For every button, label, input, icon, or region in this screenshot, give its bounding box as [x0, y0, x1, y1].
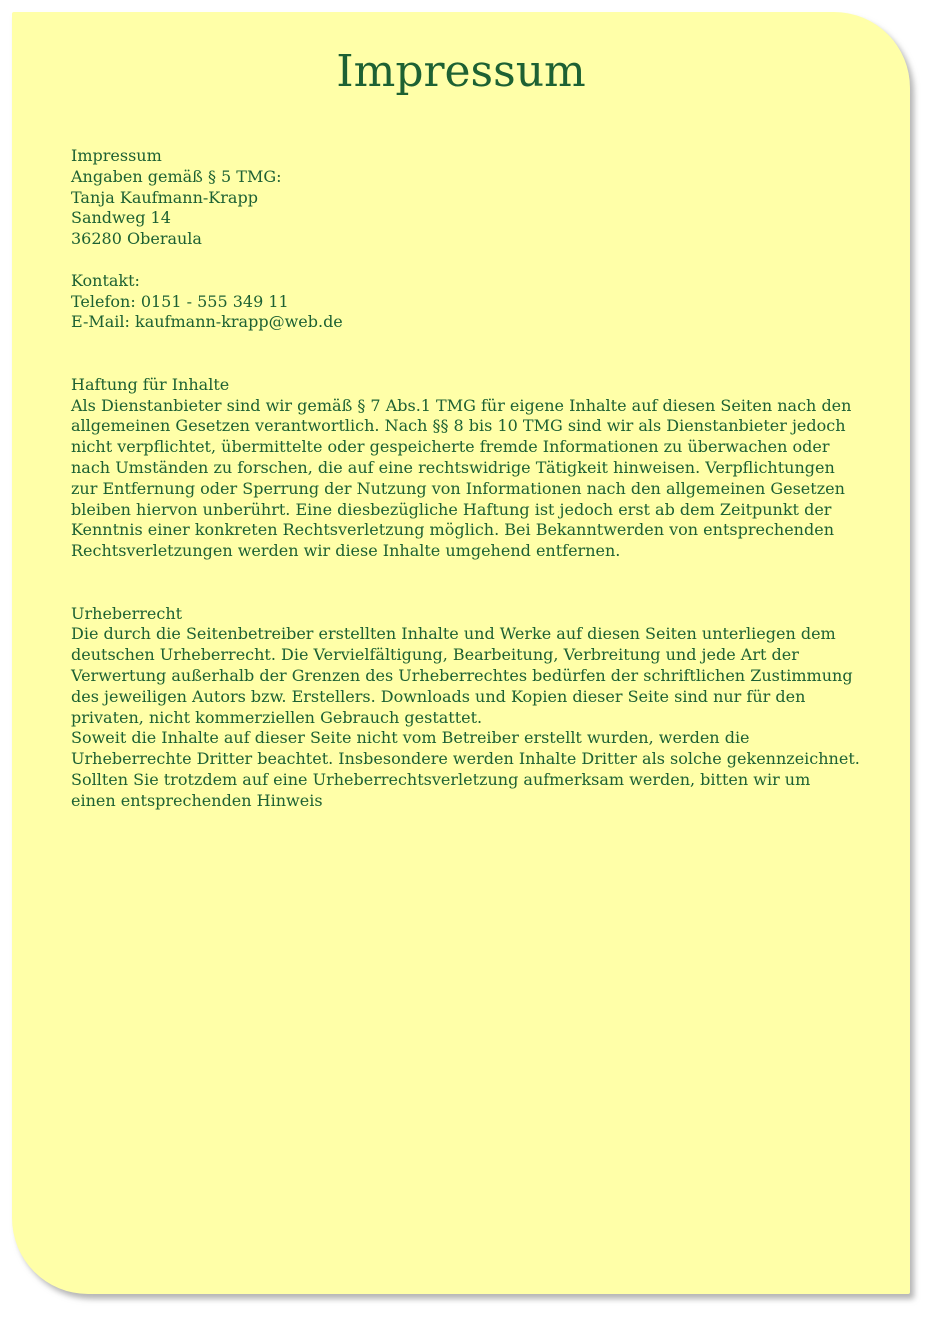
copyright-section: [71, 604, 861, 812]
liability-text-line: nach Umständen zu forschen, die auf eine rechtswidrige Tätigkeit hinweisen. Verpflichtungen: [71, 457, 835, 477]
content-card: [12, 12, 910, 1294]
imprint-address-block: [71, 146, 861, 250]
liability-text-line: zur Entfernung oder Sperrung der Nutzung von Informationen nach den allgemeinen Gesetzen: [71, 478, 845, 498]
postal-city: 36280 Oberaula: [71, 229, 202, 249]
spacer: [71, 250, 861, 271]
street-address: Sandweg 14: [71, 208, 171, 228]
liability-text-line: bleiben hiervon unberührt. Eine diesbezügliche Haftung ist jedoch erst ab dem Zeitpunkt der: [71, 499, 832, 519]
copyright-text-line: Urheberrechte Dritter beachtet. Insbesondere werden Inhalte Dritter als solche gekennzeichnet.: [71, 749, 860, 769]
imprint-content: [71, 146, 861, 812]
copyright-text-line: Sollten Sie trotzdem auf eine Urheberrechtsverletzung aufmerksam werden, bitten wir um: [71, 769, 811, 789]
copyright-text-line: Verwertung außerhalb der Grenzen des Urheberrechtes bedürfen der schriftlichen Zustimmung: [71, 665, 853, 685]
copyright-text-line: Die durch die Seitenbetreiber erstellten Inhalte und Werke auf diesen Seiten unterliegen dem: [71, 624, 836, 644]
contact-block: [71, 271, 861, 333]
email-label: E-Mail:: [71, 312, 136, 332]
copyright-text-line: deutschen Urheberrecht. Die Vervielfältigung, Bearbeitung, Verbreitung und jede Art der: [71, 645, 799, 665]
copyright-text-line: Soweit die Inhalte auf dieser Seite nicht vom Betreiber erstellt wurden, werden die: [71, 728, 750, 748]
copyright-heading: Urheberrecht: [71, 603, 183, 623]
liability-heading: Haftung für Inhalte: [71, 374, 230, 394]
spacer: [71, 562, 861, 604]
email-line: [71, 312, 861, 333]
contact-heading: Kontakt:: [71, 270, 140, 290]
liability-text-line: Rechtsverletzungen werden wir diese Inhalte umgehend entfernen.: [71, 541, 621, 561]
phone-number: Telefon: 0151 - 555 349 11: [71, 291, 289, 311]
liability-text-line: allgemeinen Gesetzen verantwortlich. Nach §§ 8 bis 10 TMG sind wir als Dienstanbieter jedoch: [71, 416, 846, 436]
spacer: [71, 333, 861, 375]
page-title: Impressum: [336, 46, 586, 97]
liability-text-line: Kenntnis einer konkreten Rechtsverletzung möglich. Bei Bekanntwerden von entsprechenden: [71, 520, 834, 540]
liability-text-line: nicht verpflichtet, übermittelte oder gespeicherte fremde Informationen zu überwachen oder: [71, 437, 830, 457]
email-link[interactable]: kaufmann-krapp@web.de: [135, 312, 343, 332]
liability-text-line: Als Dienstanbieter sind wir gemäß § 7 Abs.1 TMG für eigene Inhalte auf diesen Seiten nach den: [71, 395, 852, 415]
owner-name: Tanja Kaufmann-Krapp: [71, 187, 258, 207]
imprint-heading: Impressum: [71, 146, 162, 165]
liability-section: [71, 375, 861, 562]
copyright-text-line: einen entsprechenden Hinweis: [71, 790, 323, 810]
tmg-label: Angaben gemäß § 5 TMG:: [71, 166, 282, 186]
copyright-text-line: privaten, nicht kommerziellen Gebrauch gestattet.: [71, 707, 483, 727]
copyright-text-line: des jeweiligen Autors bzw. Erstellers. Downloads und Kopien dieser Seite sind nur für den: [71, 686, 806, 706]
